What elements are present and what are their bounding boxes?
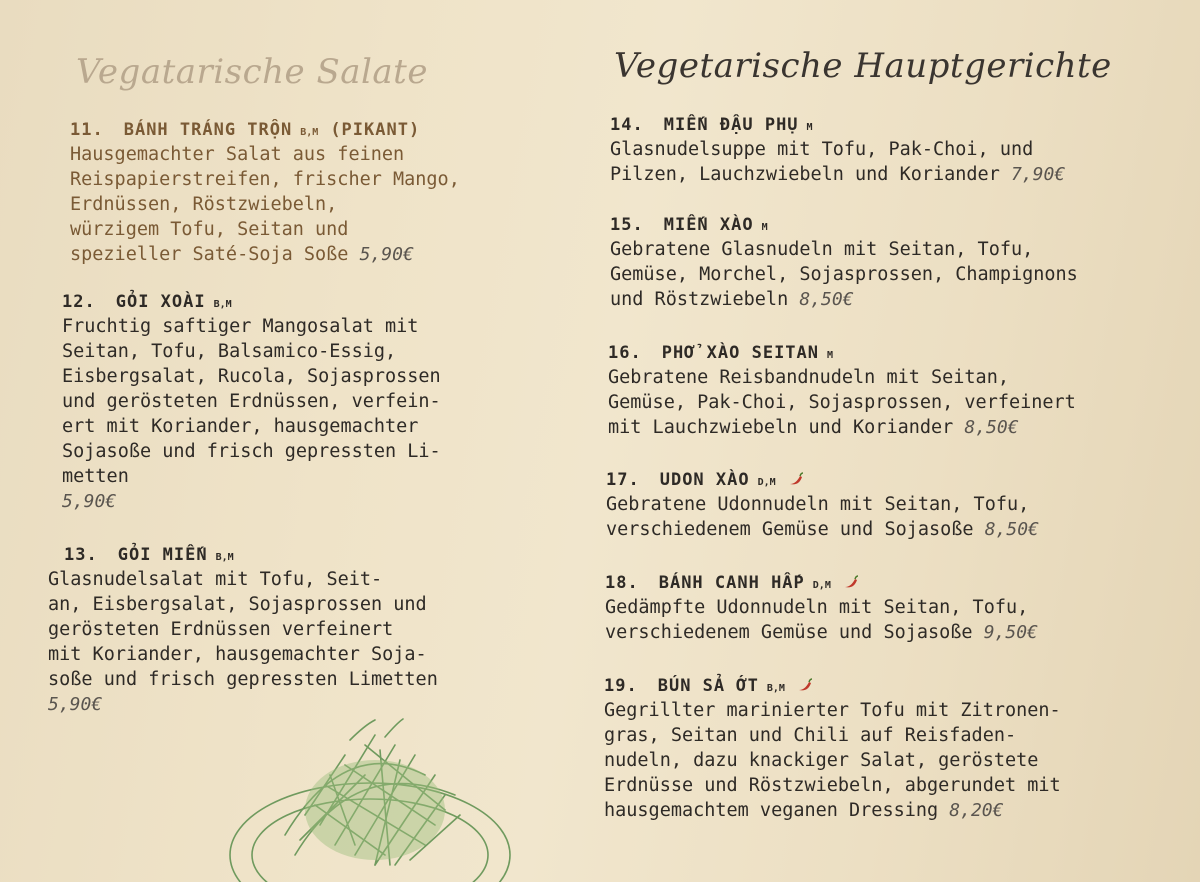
item-name: PHỞ XÀO SEITAN bbox=[661, 343, 820, 363]
spicy-note: (PIKANT) bbox=[330, 120, 421, 140]
item-price: 8,20€ bbox=[949, 800, 1004, 821]
item-number: 12. bbox=[62, 292, 96, 312]
item-description: Fruchtig saftiger Mangosalat mit Seitan, Tofu, Balsamico-Essig, Eisbergsalat, Rucola, Sojasprossen und gerösteten Erdnüssen, verfein- ert mit Koriander, hausgemachter Sojasoße und frisch gepressten Li- metten bbox=[62, 316, 441, 487]
menu-item-11 bbox=[70, 120, 460, 267]
item-price: 8,50€ bbox=[984, 519, 1039, 540]
description-text: Gegrillter marinierter Tofu mit Zitronen- gras, Seitan und Chili auf Reisfaden- nudeln, dazu knackiger Salat, geröstete Erdnüsse und Röstzwiebeln, abgerundet mit hausgemachtem veganen Dressing bbox=[604, 700, 1061, 821]
allergen-badge: D,M bbox=[812, 580, 831, 591]
menu-item-15 bbox=[610, 215, 1078, 312]
item-header bbox=[62, 292, 441, 312]
allergen-badge: B,M bbox=[300, 127, 319, 138]
item-price: 8,50€ bbox=[799, 289, 854, 310]
allergen-badge: M bbox=[827, 350, 834, 361]
description-text: Gebratene Udonnudeln mit Seitan, Tofu, verschiedenem Gemüse und Sojasoße bbox=[606, 494, 1030, 540]
item-header bbox=[70, 120, 460, 140]
item-number: 14. bbox=[610, 115, 644, 135]
item-number: 17. bbox=[606, 470, 640, 490]
item-price: 9,50€ bbox=[983, 622, 1038, 643]
item-name: MIẾN XÀO bbox=[663, 215, 754, 235]
description-text: Gebratene Reisbandnudeln mit Seitan, Gemüse, Pak-Choi, Sojasprossen, verfeinert mit Lauchzwiebeln und Koriander bbox=[608, 367, 1076, 438]
item-name: GỎI MIẾN bbox=[117, 545, 208, 565]
menu-item-16 bbox=[608, 343, 1076, 440]
item-price: 5,90€ bbox=[48, 694, 103, 715]
section-title-salads: Vegatarische Salate bbox=[76, 52, 428, 92]
item-name: UDON XÀO bbox=[659, 470, 750, 490]
item-number: 11. bbox=[70, 120, 104, 140]
section-title-main-dishes: Vegetarische Hauptgerichte bbox=[614, 46, 1112, 86]
item-description bbox=[604, 698, 1061, 823]
item-price: 7,90€ bbox=[1010, 164, 1066, 185]
item-description bbox=[610, 137, 1065, 187]
allergen-badge: B,M bbox=[766, 683, 785, 694]
item-number: 15. bbox=[610, 215, 644, 235]
item-header bbox=[48, 545, 438, 565]
item-header bbox=[606, 470, 1039, 490]
item-header bbox=[605, 573, 1038, 593]
item-name: MIẾN ĐẬU PHỤ bbox=[663, 115, 799, 135]
item-description bbox=[605, 595, 1038, 645]
menu-item-13 bbox=[48, 545, 438, 715]
description-text: Hausgemachter Salat aus feinen Reispapierstreifen, frischer Mango, Erdnüssen, Röstzwiebeln, würzigem Tofu, Seitan und spezieller Saté-Soja Soße bbox=[70, 144, 460, 265]
allergen-badge: B,M bbox=[215, 552, 234, 563]
item-description bbox=[606, 492, 1039, 542]
item-number: 19. bbox=[604, 676, 638, 696]
item-name: BÚN SẢ ỚT bbox=[657, 676, 759, 696]
menu-item-12 bbox=[62, 292, 441, 512]
description-text: Gebratene Glasnudeln mit Seitan, Tofu, Gemüse, Morchel, Sojasprossen, Champignons und Röstzwiebeln bbox=[610, 239, 1078, 310]
allergen-badge: B,M bbox=[213, 299, 232, 310]
menu-item-18 bbox=[605, 573, 1038, 645]
salad-plate-illustration bbox=[225, 715, 515, 882]
item-header bbox=[610, 215, 1078, 235]
item-name: BÁNH CANH HẤP bbox=[658, 573, 805, 593]
menu-item-17 bbox=[606, 470, 1039, 542]
item-number: 16. bbox=[608, 343, 642, 363]
description-text: Glasnudelsuppe mit Tofu, Pak-Choi, und Pilzen, Lauchzwiebeln und Koriander bbox=[610, 139, 1034, 185]
item-name: BÁNH TRÁNG TRỘN bbox=[123, 120, 293, 140]
item-number: 18. bbox=[605, 573, 639, 593]
item-header bbox=[610, 115, 1065, 135]
item-description: Glasnudelsalat mit Tofu, Seit- an, Eisbergsalat, Sojasprossen und gerösteten Erdnüssen verfeinert mit Koriander, hausgemachter Soja- soße und frisch gepressten Limetten bbox=[48, 569, 438, 690]
allergen-badge: M bbox=[761, 222, 768, 233]
item-price: 8,50€ bbox=[964, 417, 1019, 438]
item-description bbox=[608, 365, 1076, 440]
item-number: 13. bbox=[64, 545, 98, 565]
item-price: 5,90€ bbox=[62, 491, 117, 512]
allergen-badge: M bbox=[806, 122, 813, 133]
menu-item-19 bbox=[604, 676, 1061, 823]
chili-icon bbox=[843, 575, 859, 589]
item-description bbox=[610, 237, 1078, 312]
description-text: Gedämpfte Udonnudeln mit Seitan, Tofu, verschiedenem Gemüse und Sojasoße bbox=[605, 597, 1029, 643]
item-header bbox=[604, 676, 1061, 696]
item-description bbox=[70, 142, 460, 267]
chili-icon bbox=[797, 678, 813, 692]
item-name: GỎI XOÀI bbox=[115, 292, 206, 312]
menu-item-14 bbox=[610, 115, 1065, 187]
item-header bbox=[608, 343, 1076, 363]
chili-icon bbox=[788, 472, 804, 486]
item-price: 5,90€ bbox=[359, 244, 414, 265]
allergen-badge: D,M bbox=[757, 477, 776, 488]
